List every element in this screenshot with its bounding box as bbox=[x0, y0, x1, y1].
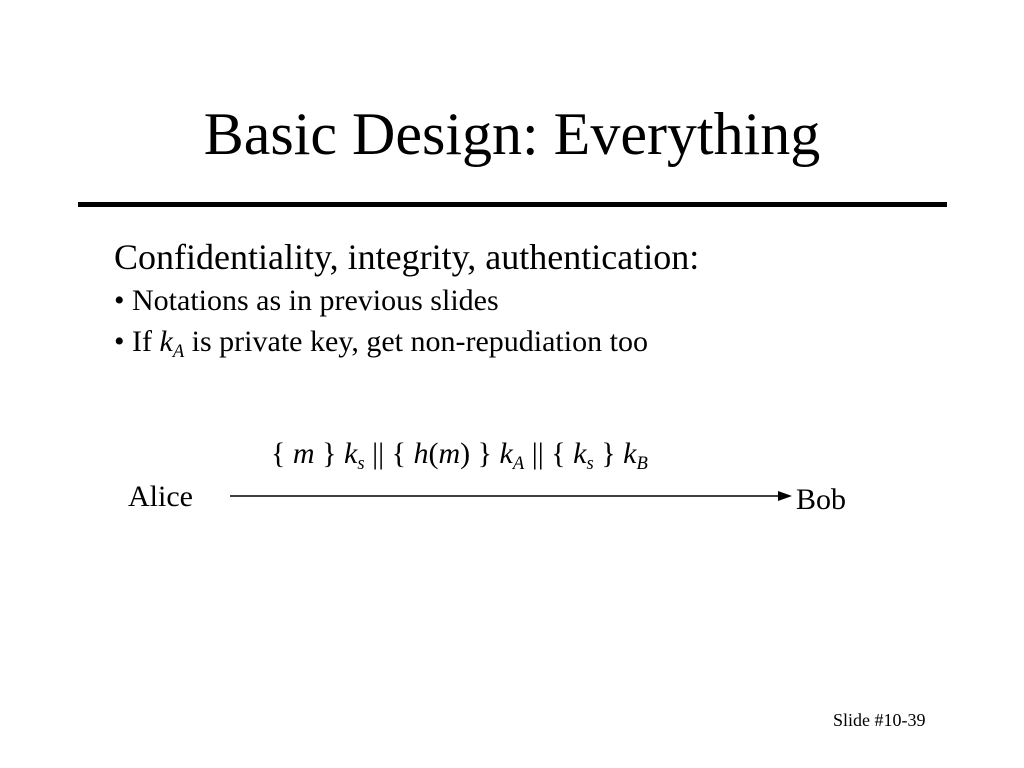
bullet-2-prefix: • If bbox=[114, 325, 160, 358]
bullet-notations: • Notations as in previous slides bbox=[114, 284, 499, 317]
formula-text: } bbox=[593, 437, 624, 470]
formula-bob-key-var: k bbox=[623, 437, 637, 470]
formula-text: { bbox=[271, 437, 293, 470]
formula-alice-key-subscript: A bbox=[512, 452, 525, 474]
slide-title: Basic Design: Everything bbox=[203, 101, 821, 167]
formula-hash-function: h bbox=[413, 437, 429, 470]
formula-text: ) } bbox=[460, 437, 500, 470]
section-heading: Confidentiality, integrity, authentication: bbox=[114, 237, 700, 277]
message-arrow bbox=[230, 488, 792, 504]
formula-text: || { bbox=[364, 437, 414, 470]
formula-alice-key-var: k bbox=[499, 437, 513, 470]
formula-session-key-var: k bbox=[573, 437, 587, 470]
formula-text: || { bbox=[524, 437, 574, 470]
message-formula bbox=[271, 437, 648, 474]
bullet-non-repudiation bbox=[114, 325, 648, 362]
title-divider bbox=[78, 202, 947, 207]
formula-message-var: m bbox=[438, 437, 461, 470]
arrow-head bbox=[778, 491, 792, 501]
formula-session-key-subscript: s bbox=[586, 452, 594, 474]
private-key-variable: k bbox=[159, 325, 173, 358]
formula-session-key-var: k bbox=[343, 437, 358, 470]
receiver-label: Bob bbox=[796, 483, 847, 516]
slide-number: Slide #10-39 bbox=[833, 710, 926, 730]
formula-message-var: m bbox=[292, 437, 315, 470]
formula-bob-key-subscript: B bbox=[636, 452, 648, 474]
private-key-subscript: A bbox=[172, 340, 185, 362]
formula-text: } bbox=[314, 437, 344, 470]
bullet-2-suffix: is private key, get non-repudiation too bbox=[184, 325, 648, 358]
sender-label: Alice bbox=[128, 480, 193, 513]
formula-text: ( bbox=[428, 437, 439, 470]
formula-session-key-subscript: s bbox=[357, 452, 365, 474]
